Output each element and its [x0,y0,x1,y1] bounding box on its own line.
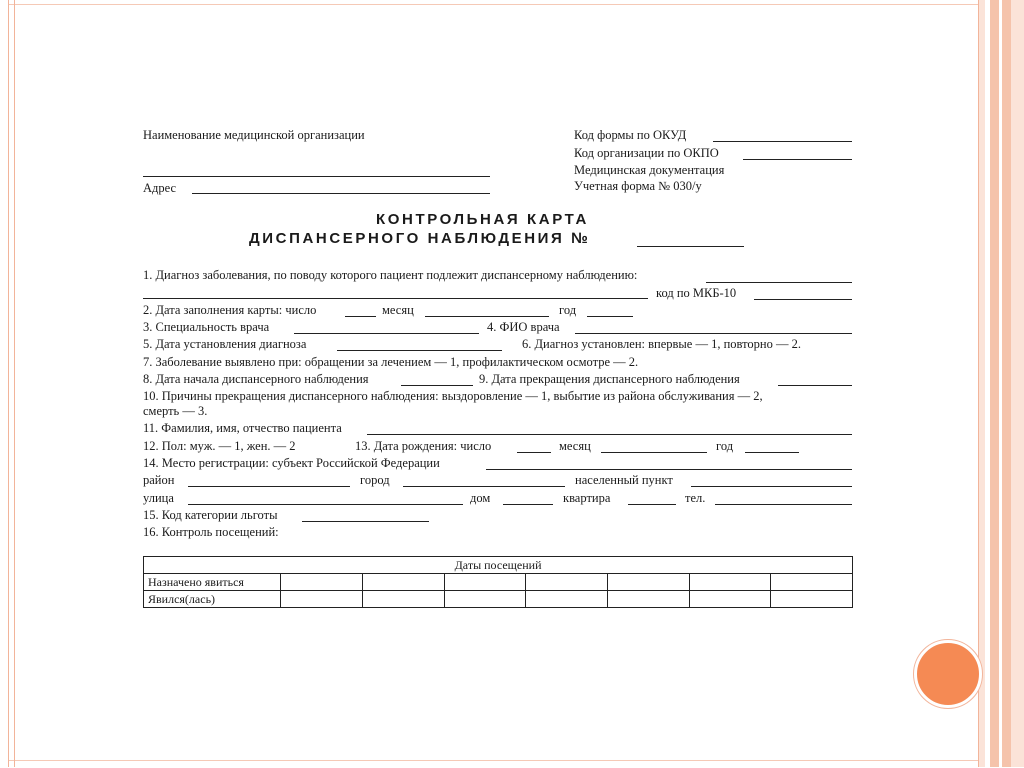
field-6-diagnosis-type: 6. Диагноз установлен: впервые — 1, повторно — 2. [522,337,801,351]
org-name-line[interactable] [143,176,490,177]
row-label-scheduled: Назначено явиться [144,574,281,591]
field-12-sex: 12. Пол: муж. — 1, жен. — 2 [143,439,296,453]
house-line[interactable] [503,504,553,505]
settlement-label: населенный пункт [575,473,673,487]
address-label: Адрес [143,181,177,195]
field-3-line[interactable] [294,333,479,334]
field-13-day-line[interactable] [517,452,551,453]
field-15-line[interactable] [302,521,429,522]
visit-cell[interactable] [526,591,608,608]
city-line[interactable] [403,486,565,487]
field-3-specialty: 3. Специальность врача [143,320,270,334]
field-13-year-label: год [716,439,734,453]
field-14-registration: 14. Место регистрации: субъект Российской Федерации [143,456,440,470]
district-line[interactable] [188,486,350,487]
apartment-line[interactable] [628,504,676,505]
visit-cell[interactable] [690,574,771,591]
form-number-label: Учетная форма № 030/у [574,179,702,193]
field-2-day-line[interactable] [345,316,376,317]
title-line-1: КОНТРОЛЬНАЯ КАРТА [376,211,589,228]
med-doc-label: Медицинская документация [574,163,725,177]
okpo-label: Код организации по ОКПО [574,146,719,160]
field-10-reasons-cont: смерть — 3. [143,404,208,418]
district-label: район [143,473,175,487]
settlement-line[interactable] [691,486,852,487]
field-4-doctor: 4. ФИО врача [487,320,560,334]
field-9-line[interactable] [778,385,852,386]
field-13-year-line[interactable] [745,452,799,453]
visit-cell[interactable] [771,591,853,608]
field-1-line-2[interactable] [143,298,648,299]
field-11-line[interactable] [367,434,852,435]
field-1-line[interactable] [706,282,852,283]
street-label: улица [143,491,174,505]
address-line[interactable] [192,193,490,194]
visit-cell[interactable] [771,574,853,591]
title-line-2: ДИСПАНСЕРНОГО НАБЛЮДЕНИЯ № [249,230,591,247]
field-2-year-line[interactable] [587,316,633,317]
visit-cell[interactable] [690,591,771,608]
phone-line[interactable] [715,504,852,505]
org-name-label: Наименование медицинской организации [143,128,365,142]
field-16-visit-control: 16. Контроль посещений: [143,525,279,539]
mkb-code-line[interactable] [754,299,852,300]
field-7-detection: 7. Заболевание выявлено при: обращении за лечением — 1, профилактическом осмотре — 2. [143,355,639,369]
field-2-date: 2. Дата заполнения карты: число [143,303,317,317]
field-10-reasons: 10. Причины прекращения диспансерного наблюдения: выздоровление — 1, выбытие из района обслуживания — 2, [143,389,763,403]
visit-cell[interactable] [363,591,445,608]
field-8-start-date: 8. Дата начала диспансерного наблюдения [143,372,369,386]
field-15-benefit-code: 15. Код категории льготы [143,508,278,522]
apartment-label: квартира [563,491,611,505]
street-line[interactable] [188,504,463,505]
visits-table-header: Даты посещений [144,557,853,574]
field-2-year-label: год [559,303,577,317]
field-8-line[interactable] [401,385,473,386]
phone-label: тел. [685,491,706,505]
visit-cell[interactable] [363,574,445,591]
visit-cell[interactable] [445,574,526,591]
house-label: дом [470,491,491,505]
table-row [144,591,853,608]
table-row [144,574,853,591]
field-9-end-date: 9. Дата прекращения диспансерного наблюдения [479,372,740,386]
visit-cell[interactable] [445,591,526,608]
card-number-line[interactable] [637,246,744,247]
visit-cell[interactable] [608,591,690,608]
field-14-region-line[interactable] [486,469,852,470]
visit-cell[interactable] [608,574,690,591]
field-5-line[interactable] [337,350,502,351]
field-11-patient-name: 11. Фамилия, имя, отчество пациента [143,421,342,435]
field-13-birth-date: 13. Дата рождения: число [355,439,492,453]
city-label: город [360,473,390,487]
field-2-month-line[interactable] [425,316,549,317]
okud-label: Код формы по ОКУД [574,128,687,142]
visit-cell[interactable] [281,591,363,608]
mkb-code-label: код по МКБ-10 [656,286,737,300]
row-label-attended: Явился(лась) [144,591,281,608]
field-13-month-label: месяц [559,439,591,453]
visit-cell[interactable] [281,574,363,591]
visit-cell[interactable] [526,574,608,591]
field-13-month-line[interactable] [601,452,707,453]
okud-line[interactable] [713,141,852,142]
field-1-diagnosis: 1. Диагноз заболевания, по поводу которого пациент подлежит диспансерному наблюдению: [143,268,638,282]
field-5-diagnosis-date: 5. Дата установления диагноза [143,337,307,351]
field-2-month-label: месяц [382,303,414,317]
visits-table-header-row [144,557,853,574]
visits-table [143,556,853,608]
okpo-line[interactable] [743,159,852,160]
field-4-line[interactable] [575,333,852,334]
